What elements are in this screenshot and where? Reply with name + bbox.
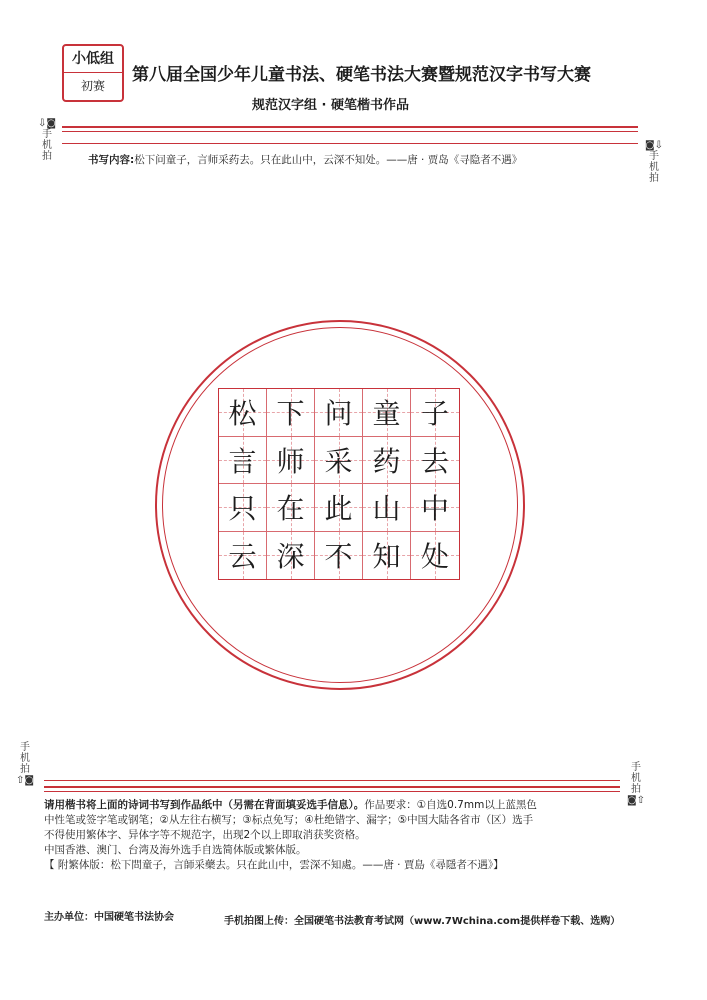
- requirements-line-1: 请用楷书将上面的诗词书写到作品纸中（另需在背面填妥选手信息）。作品要求：①自选0.7mm以上蓝黑色: [44, 799, 537, 811]
- writing-content-label: 书写内容:: [88, 154, 135, 166]
- requirements-line-2: 中性笔或签字笔或钢笔；②从左往右横写；③标点免写；④杜绝错字、漏字；⑤中国大陆各省市（区）选手: [44, 814, 534, 826]
- writing-content: [88, 152, 522, 167]
- grid-cell: 只: [219, 484, 267, 532]
- upload-text: 手机拍图上传：全国硬笔书法教育考试网（www.7Wchina.com提供样卷下载、选购）: [224, 916, 621, 927]
- grid-cell: 知: [363, 532, 411, 580]
- top-rule: [62, 126, 638, 128]
- camera-marker-label: 手机拍: [20, 742, 30, 775]
- grid-cell: 在: [267, 484, 315, 532]
- camera-icon: ◙⇧: [626, 795, 646, 806]
- grid-cell: 药: [363, 437, 411, 485]
- grid-cell: 处: [411, 532, 459, 580]
- camera-icon: ⇧◙: [15, 775, 35, 786]
- grid-cell: 采: [315, 437, 363, 485]
- bottom-rule-thin-2: [44, 791, 620, 792]
- group-badge: [62, 44, 124, 102]
- grid-cell: 松: [219, 389, 267, 437]
- badge-round-label: 初赛: [80, 79, 105, 93]
- camera-marker-bottom-left: [14, 742, 36, 786]
- grid-cell: 去: [411, 437, 459, 485]
- grid-cell: 云: [219, 532, 267, 580]
- top-rule-thin-2: [62, 143, 638, 144]
- grid-cell: 言: [219, 437, 267, 485]
- grid-cell: 山: [363, 484, 411, 532]
- requirements-line-5: 【 附繁体版：松下問童子，言師采藥去。只在此山中，雲深不知處。——唐 · 賈島《尋隱者不遇》】: [44, 859, 504, 871]
- requirements-block: [44, 798, 624, 873]
- camera-icon: ◙⇩: [644, 140, 664, 151]
- bottom-rule: [44, 786, 620, 788]
- writing-grid: [218, 388, 460, 580]
- grid-cell: 深: [267, 532, 315, 580]
- grid-cell: 中: [411, 484, 459, 532]
- camera-marker-label: 手机拍: [649, 151, 659, 184]
- page-title: 第八届全国少年儿童书法、硬笔书法大赛暨规范汉字书写大赛: [132, 65, 591, 85]
- grid-cell: 下: [267, 389, 315, 437]
- page-subtitle: 规范汉字组 · 硬笔楷书作品: [252, 98, 409, 113]
- grid-cell: 童: [363, 389, 411, 437]
- camera-marker-label: 手机拍: [42, 129, 52, 162]
- camera-marker-label: 手机拍: [631, 762, 641, 795]
- writing-content-text: 松下问童子，言师采药去。只在此山中，云深不知处。——唐 · 贾岛《寻隐者不遇》: [134, 154, 523, 166]
- grid-cell: 此: [315, 484, 363, 532]
- camera-marker-top-left: [36, 118, 58, 162]
- bottom-rule-thin: [44, 780, 620, 781]
- grid-cell: 师: [267, 437, 315, 485]
- grid-cell: 子: [411, 389, 459, 437]
- camera-icon: ⇩◙: [37, 118, 57, 129]
- requirements-line-4: 中国香港、澳门、台湾及海外选手自选简体版或繁体版。: [44, 844, 307, 856]
- grid-cell: 问: [315, 389, 363, 437]
- organizer-text: 主办单位：中国硬笔书法协会: [44, 912, 174, 923]
- requirements-line-3: 不得使用繁体字、异体字等不规范字，出现2个以上即取消获奖资格。: [44, 829, 366, 841]
- badge-group-label: 小低组: [64, 46, 122, 73]
- grid-cell: 不: [315, 532, 363, 580]
- camera-marker-top-right: [642, 140, 666, 184]
- camera-marker-bottom-right: [624, 762, 648, 806]
- top-rule-thin: [62, 131, 638, 132]
